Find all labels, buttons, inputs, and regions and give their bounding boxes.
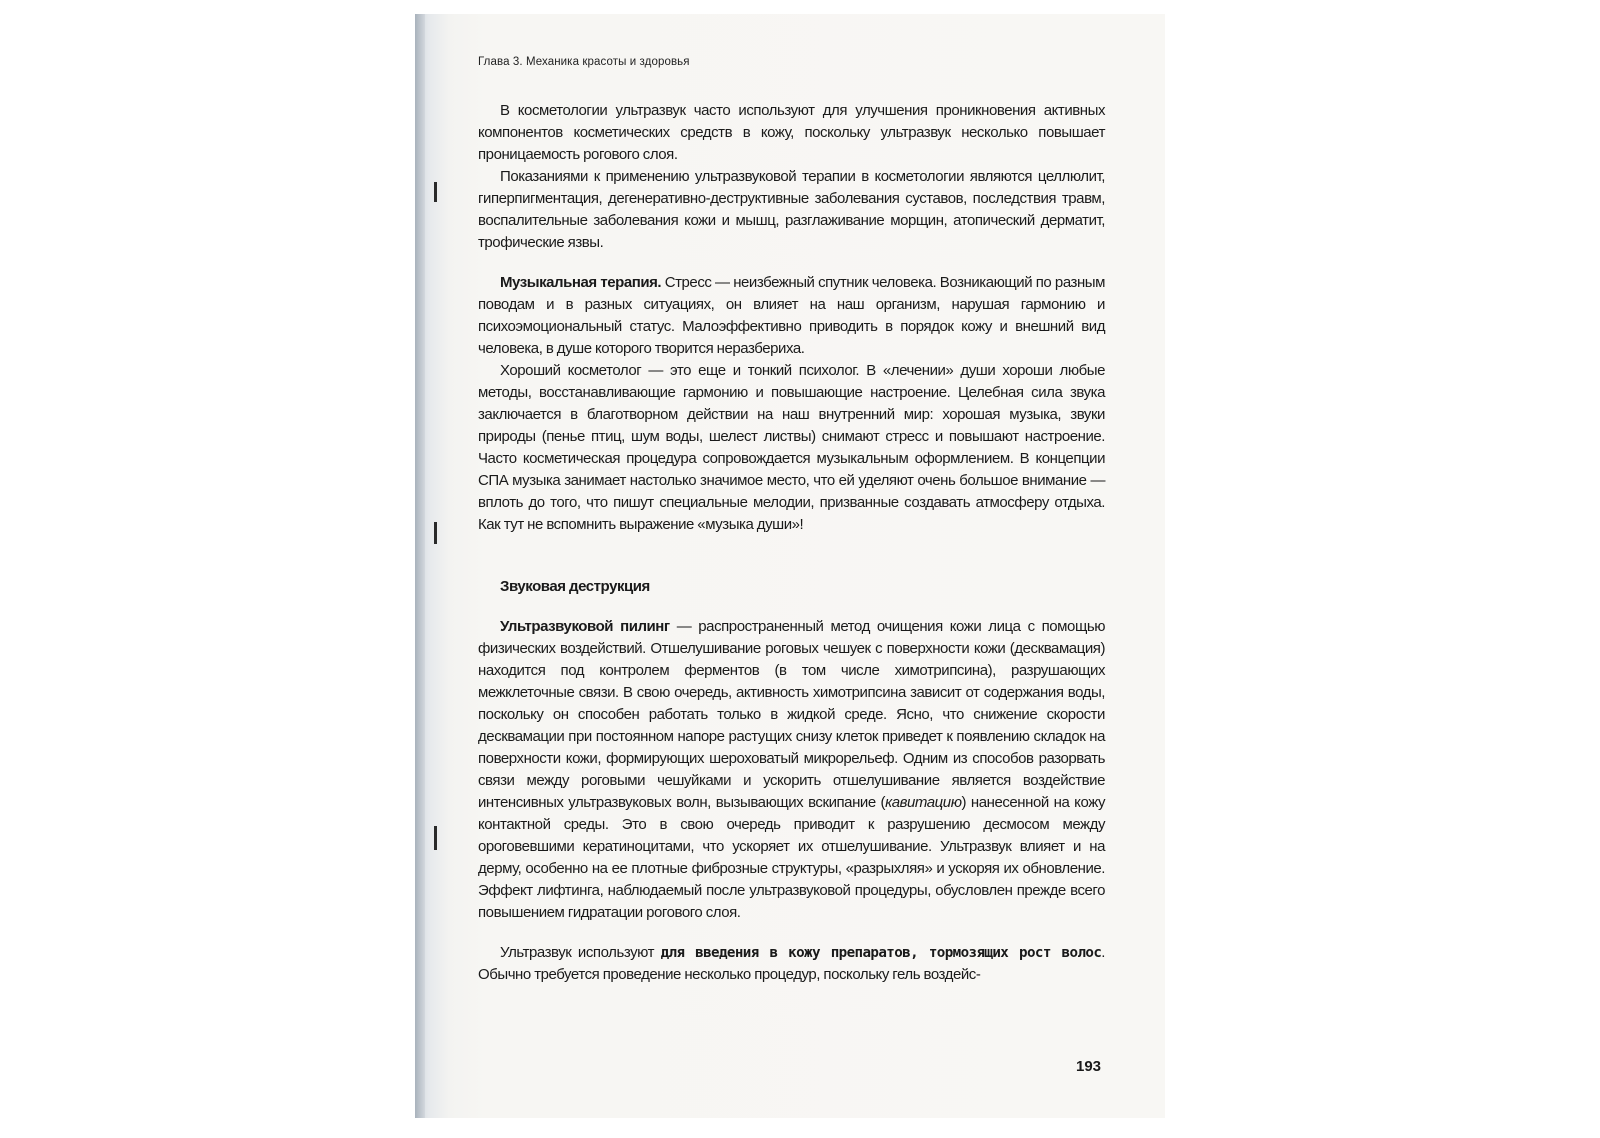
term-bold: Ультразвуковой пилинг [500,618,670,635]
page-number: 193 [1076,1058,1102,1075]
page-binding-shadow [415,14,425,1118]
paragraph: Показаниями к применению ультразвуковой терапии в косметологии являются целлюлит, гиперпигментация, дегенеративно-деструктивные заболевания суставов, последствия травм, воспалительные заболевания кожи и мышц, разглаживание морщин, атопический дерматит, трофические язвы. [478,168,1105,251]
margin-mark [434,826,437,850]
spacer [478,536,1105,558]
spacer [478,254,1105,272]
term-italic: кавитацию [885,794,962,811]
paragraph: Музыкальная терапия. Стресс — неизбежный спутник человека. Возникающий по разным поводам и в разных ситуациях, он влияет на наш организм, нарушая гармонию и психоэмоциональный статус. Малоэффективно приводить в порядок кожу и внешний вид человека, в душе которого творится неразбериха. [478,274,1105,357]
running-head: Глава 3. Механика красоты и здоровья [478,56,690,68]
paragraph: Ультразвук используют для введения в кожу препаратов, тормозящих рост волос. Обычно требуется проведение несколько процедур, поскольку гель воздейс- [478,944,1105,983]
spacer [478,598,1105,616]
margin-mark [434,522,437,544]
page-body [478,100,1105,986]
term-bold: для введения в кожу препаратов, тормозящих рост волос [660,945,1102,961]
paragraph: Хороший косметолог — это еще и тонкий психолог. В «лечении» души хороши любые методы, восстанавливающие гармонию и повышающие настроение. Целебная сила звука заключается в благотворном действии на наш внутренний мир: хорошая музыка, звуки природы (пенье птиц, шум воды, шелест листвы) снимают стресс и повышают настроение. Часто косметическая процедура сопровождается музыкальным оформлением. В концепции СПА музыка занимает настолько значимое место, что ей уделяют очень большое внимание — вплоть до того, что пишут специальные мелодии, призванные создавать атмосферу отдыха. Как тут не вспомнить выражение «музыка души»! [478,362,1105,533]
spacer [478,558,1105,576]
section-heading: Звуковая деструкция [500,578,650,595]
spacer [478,924,1105,942]
term-bold: Музыкальная терапия. [500,274,662,291]
paragraph: В косметологии ультразвук часто используют для улучшения проникновения активных компонентов косметических средств в кожу, поскольку ультразвук несколько повышает проницаемость рогового слоя. [478,102,1105,163]
margin-mark [434,182,437,202]
paragraph: Ультразвуковой пилинг — распространенный метод очищения кожи лица с помощью физических воздействий. Отшелушивание роговых чешуек с поверхности кожи (десквамация) находится под контролем ферментов (в том числе химотрипсина), разрушающих межклеточные связи. В свою очередь, активность химотрипсина зависит от содержания воды, поскольку он способен работать только в жидкой среде. Ясно, что снижение скорости десквамации при постоянном напоре растущих снизу клеток приведет к появлению складок на поверхности кожи, формирующих шероховатый микрорельеф. Одним из способов разорвать связи между роговыми чешуйками и ускорить отшелушивание является воздействие интенсивных ультразвуковых волн, вызывающих вскипание (кавитацию) нанесенной на кожу контактной среды. Это в свою очередь приводит к разрушению десмосом между ороговевшими кератиноцитами, что ускоряет их отшелушивание. Ультразвук влияет и на дерму, особенно на ее плотные фиброзные структуры, «разрыхляя» и ускоряя их обновление. Эффект лифтинга, наблюдаемый после ультразвуковой процедуры, обусловлен прежде всего повышением гидратации рогового слоя. [478,618,1105,921]
